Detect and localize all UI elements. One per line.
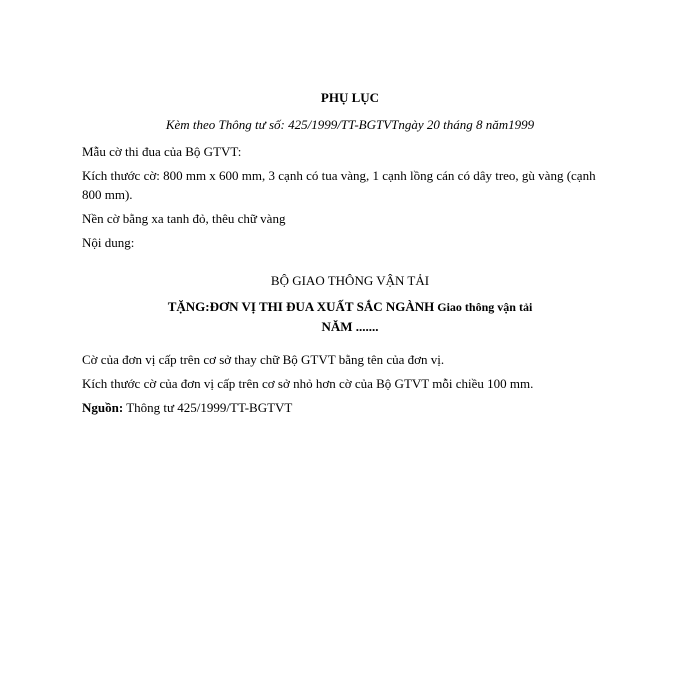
flag-organization: BỘ GIAO THÔNG VẬN TẢI <box>270 273 430 288</box>
flag-award-text <box>82 297 618 336</box>
award-year-text: NĂM ....... <box>321 319 379 334</box>
intro-paragraph: Mẫu cờ thi đua của Bộ GTVT: <box>82 144 242 159</box>
award-tail-text: Giao thông vận tải <box>434 300 533 314</box>
note-lower-units: Cờ của đơn vị cấp trên cơ sở thay chữ Bộ GTVT bằng tên của đơn vị. <box>82 352 445 367</box>
source-line <box>82 398 618 417</box>
source-label: Nguồn: <box>82 400 124 415</box>
size-paragraph: Kích thước cờ: 800 mm x 600 mm, 3 cạnh có tua vàng, 1 cạnh lồng cán có dây treo, gù vàng (cạnh 800 mm). <box>82 168 596 202</box>
document-title: PHỤ LỤC <box>320 90 380 105</box>
background-paragraph: Nền cờ bằng xa tanh đỏ, thêu chữ vàng <box>82 211 286 226</box>
award-main-text: TẶNG:ĐƠN VỊ THI ĐUA XUẤT SẮC NGÀNH <box>167 299 435 314</box>
note-lower-size: Kích thước cờ của đơn vị cấp trên cơ sở nhỏ hơn cờ của Bộ GTVT mỗi chiều 100 mm. <box>82 376 534 391</box>
document-page <box>82 88 618 422</box>
document-subtitle: Kèm theo Thông tư số: 425/1999/TT-BGTVTngày 20 tháng 8 năm1999 <box>165 117 535 132</box>
content-label: Nội dung: <box>82 235 135 250</box>
source-value: Thông tư 425/1999/TT-BGTVT <box>123 400 293 415</box>
